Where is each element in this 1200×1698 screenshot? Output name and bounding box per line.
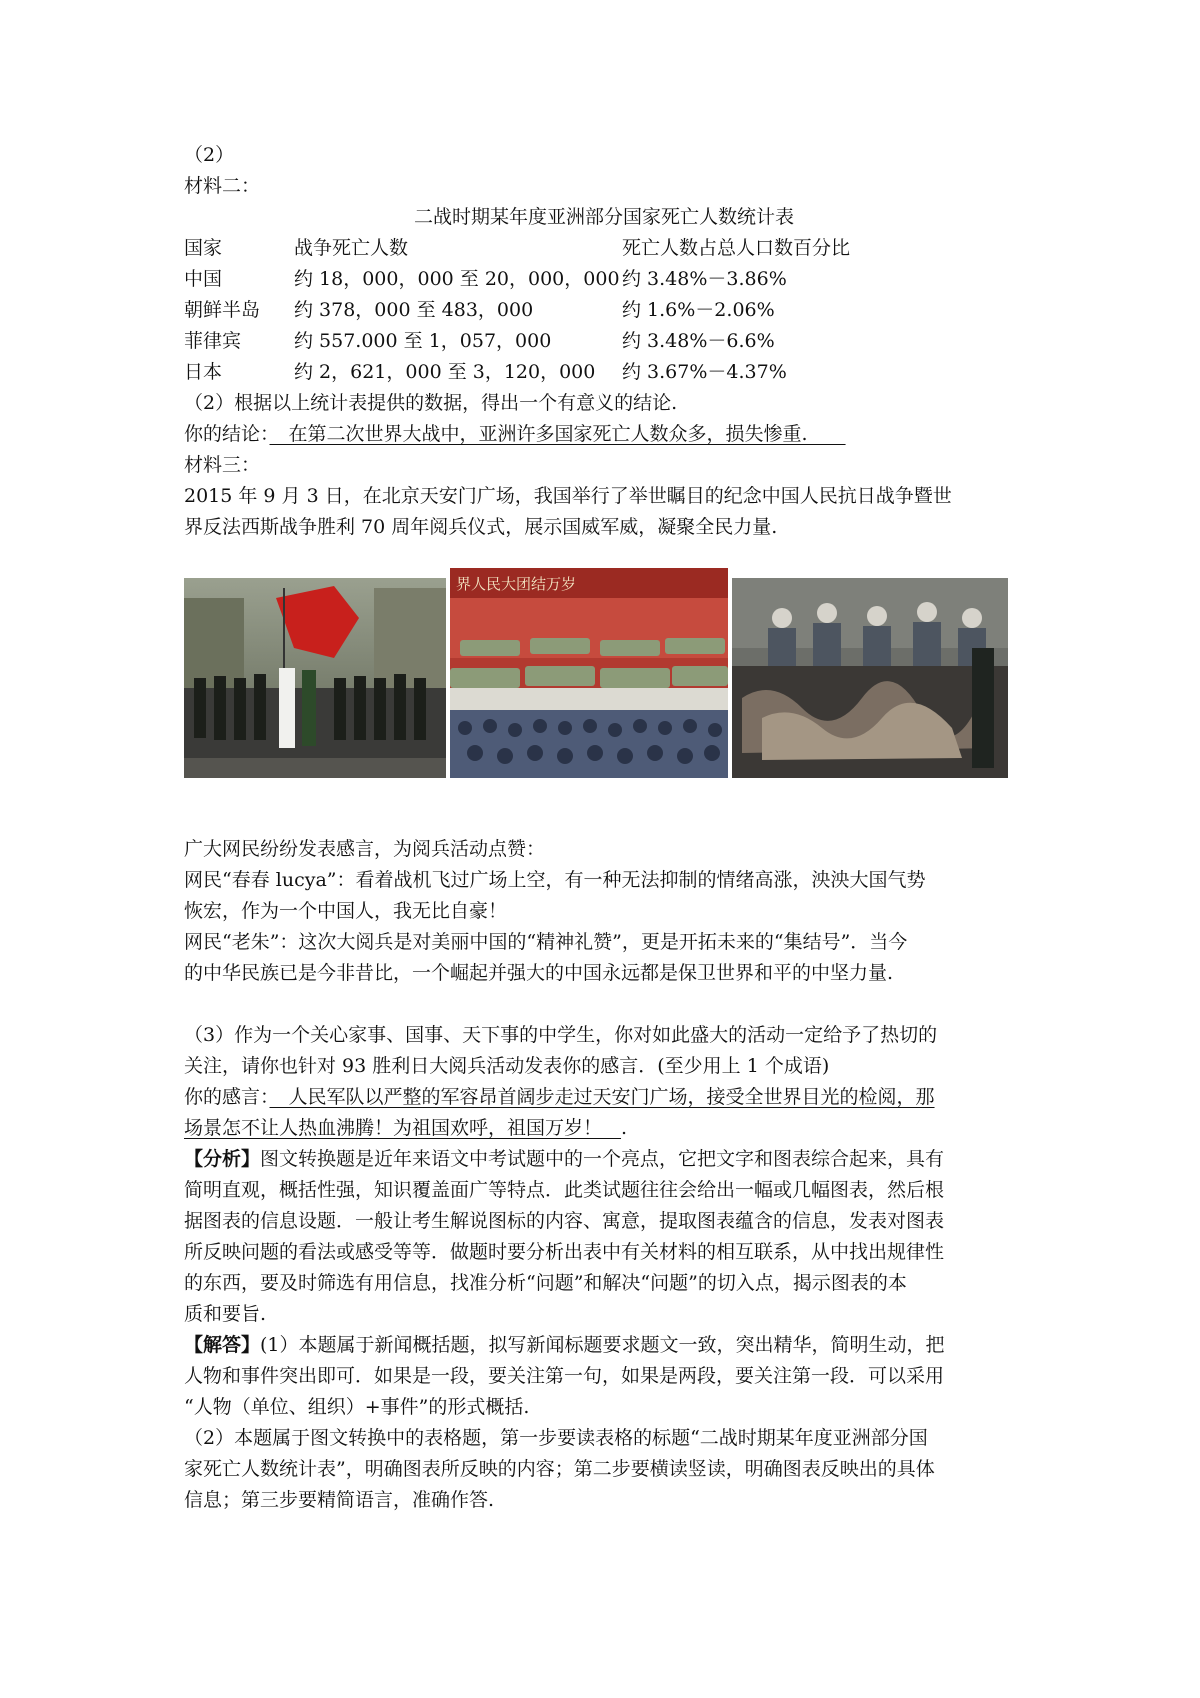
reflection-answer: 人民军队以严整的军容昂首阔步走过天安门广场，接受全世界目光的检阅，那 [269,1086,935,1108]
table-cell: 约 18，000，000 至 20，000，000 [294,268,620,290]
question-two-answer-line [184,419,1024,450]
analysis-text: 简明直观，概括性强，知识覆盖面广等特点．此类试题往往会给出一幅或几幅图表，然后根 [184,1179,945,1201]
table-cell: 朝鲜半岛 [184,299,261,321]
table-header-row [184,233,1024,264]
table-cell: 约 3.67%－4.37% [622,361,787,383]
comment-text: 恢宏，作为一个中国人，我无比自豪！ [184,900,508,922]
analysis-text: 的东西，要及时筛选有用信息，找准分析“问题”和解决“问题”的切入点，揭示图表的本 [184,1272,907,1294]
solution-text: “人物（单位、组织）+事件”的形式概括. [184,1396,530,1418]
answer-label: 你的感言： [184,1086,270,1108]
table-row [184,357,1024,388]
part-number: （2） [184,144,235,166]
table-cell: 约 3.48%－6.6% [622,330,775,352]
comment-text: 网民“老朱”：这次大阅兵是对美丽中国的“精神礼赞”，更是开拓未来的“集结号”．当今 [184,931,908,953]
document-page [184,140,1024,1516]
answer-end: . [621,1117,628,1139]
question-three-prompt: 关注，请你也针对 93 胜利日大阅兵活动发表你的感言．(至少用上 1 个成语) [184,1055,830,1077]
banner-text: 界人民大团结万岁 [456,575,577,593]
material-three-label: 材料三： [184,454,261,476]
table-row [184,295,1024,326]
table-row [184,264,1024,295]
table-header-country: 国家 [184,237,223,259]
question-three-answer-line [184,1082,1024,1113]
table-row [184,326,1024,357]
solution-text: （2）本题属于图文转换中的表格题，第一步要读表格的标题“二战时期某年度亚洲部分国 [184,1427,928,1449]
comment-text: 的中华民族已是今非昔比，一个崛起并强大的中国永远都是保卫世界和平的中坚力量. [184,962,894,984]
table-cell: 约 2，621，000 至 3，120，000 [294,361,596,383]
missile-vehicles-photo [450,568,728,778]
material-two-label: 材料二： [184,175,261,197]
analysis-line [184,1144,1024,1175]
question-three-answer-line [184,1113,1024,1144]
table-cell: 菲律宾 [184,330,242,352]
solution-line [184,1330,1024,1361]
marching-soldiers-photo [184,578,446,778]
material-three-text: 2015 年 9 月 3 日，在北京天安门广场，我国举行了举世瞩目的纪念中国人民抗日战争暨世 [184,485,952,507]
table-cell: 中国 [184,268,223,290]
reflection-answer: 场景怎不让人热血沸腾！为祖国欢呼，祖国万岁！ [184,1117,622,1139]
question-two-prompt: （2）根据以上统计表提供的数据，得出一个有意义的结论. [184,392,678,414]
solution-text: 家死亡人数统计表”，明确图表所反映的内容；第二步要横读竖读，明确图表反映出的具体 [184,1458,935,1480]
analysis-text: 所反映问题的看法或感受等等．做题时要分析出表中有关材料的相互联系，从中找出规律性 [184,1241,945,1263]
solution-text: (1）本题属于新闻概括题，拟写新闻标题要求题文一致，突出精华，简明生动，把 [260,1334,945,1356]
table-header-deaths: 战争死亡人数 [294,237,409,259]
analysis-label: 【分析】 [184,1148,261,1170]
veterans-vehicle-photo [732,578,1008,778]
table-header-percent: 死亡人数占总人口数百分比 [622,237,851,259]
spacer [184,989,1024,1020]
comments-intro: 广大网民纷纷发表感言，为阅兵活动点赞： [184,838,546,860]
question-three-prompt: （3）作为一个关心家事、国事、天下事的中学生，你对如此盛大的活动一定给予了热切的 [184,1024,938,1046]
comment-text: 网民“春春 lucya”：看着战机飞过广场上空，有一种无法抑制的情绪高涨，泱泱大国气势 [184,869,926,891]
table-cell: 日本 [184,361,223,383]
table-title: 二战时期某年度亚洲部分国家死亡人数统计表 [413,206,794,228]
material-three-text: 界反法西斯战争胜利 70 周年阅兵仪式，展示国威军威，凝聚全民力量. [184,516,778,538]
table-cell: 约 378，000 至 483，000 [294,299,534,321]
spacer [184,803,1024,834]
solution-label: 【解答】 [184,1334,261,1356]
table-cell: 约 3.48%－3.86% [622,268,787,290]
parade-photos [184,543,1024,803]
table-cell: 约 557.000 至 1，057，000 [294,330,552,352]
conclusion-answer: 在第二次世界大战中，亚洲许多国家死亡人数众多，损失惨重. [269,423,846,445]
analysis-text: 图文转换题是近年来语文中考试题中的一个亮点，它把文字和图表综合起来，具有 [260,1148,945,1170]
analysis-text: 据图表的信息设题．一般让考生解说图标的内容、寓意，提取图表蕴含的信息，发表对图表 [184,1210,945,1232]
analysis-text: 质和要旨. [184,1303,267,1325]
solution-text: 信息；第三步要精简语言，准确作答. [184,1489,495,1511]
answer-label: 你的结论： [184,423,270,445]
table-cell: 约 1.6%－2.06% [622,299,775,321]
solution-text: 人物和事件突出即可．如果是一段，要关注第一句，如果是两段，要关注第一段．可以采用 [184,1365,945,1387]
